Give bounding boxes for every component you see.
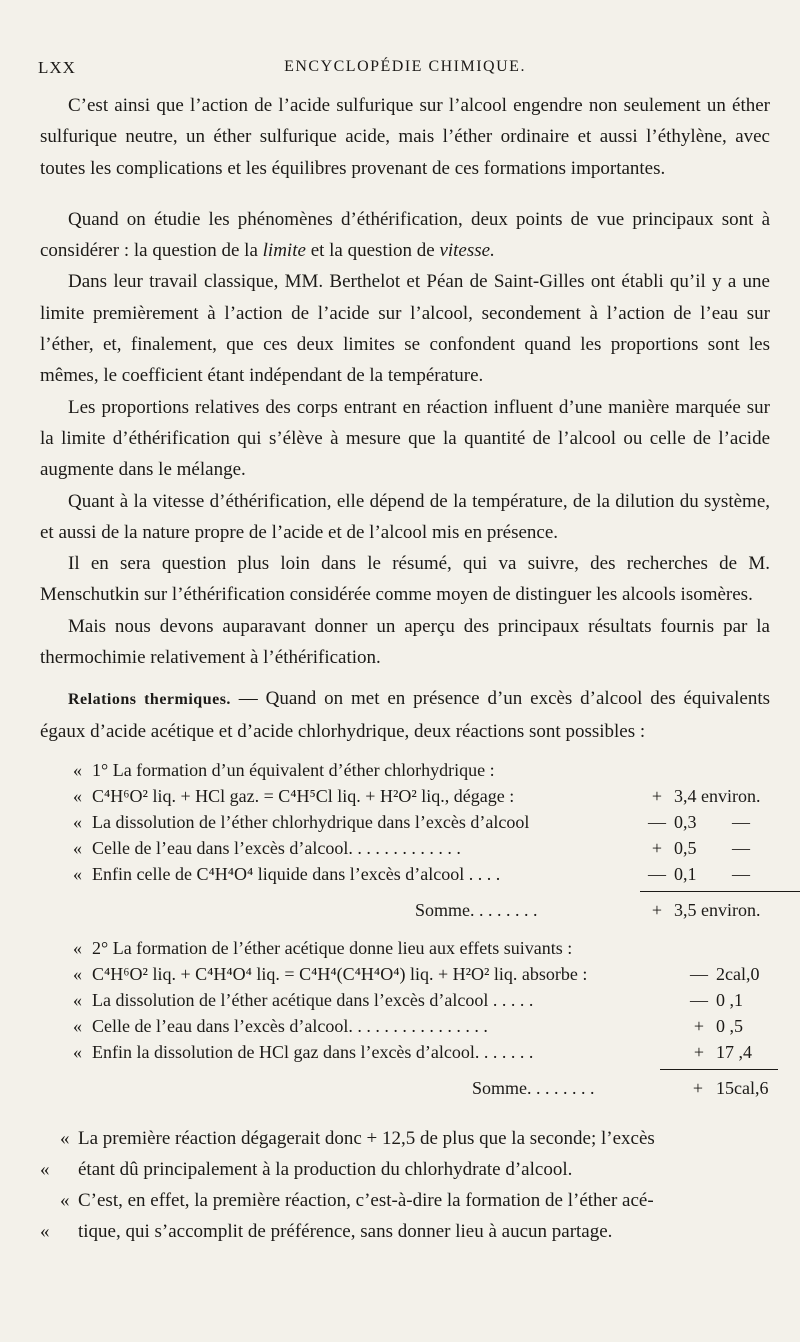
reaction-1-row-dash: — xyxy=(732,863,750,884)
reaction-2-row-text: Celle de l’eau dans l’excès d’alcool. . . . . . . . . . . . . . . . xyxy=(92,1015,488,1036)
reaction-2-title: « 2° La formation de l’éther acétique donne lieu aux effets suivants : xyxy=(73,937,573,958)
reaction-2-row-sign: — xyxy=(690,963,708,984)
reaction-2-row-text: Enfin la dissolution de HCl gaz dans l’excès d’alcool. . . . . . . xyxy=(92,1041,534,1062)
paragraph-5: Quant à la vitesse d’éthérification, elle dépend de la température, de la dilution du système, et aussi de la nature propre de l’acide et de l’alcool mis en présence. xyxy=(40,490,770,543)
reaction-1-row: « Celle de l’eau dans l’excès d’alcool. . . . . . . . . . . . . + 0,5 — xyxy=(40,835,770,861)
reaction-1-row: « C⁴H⁶O² liq. + HCl gaz. = C⁴H⁵Cl liq. + H²O² liq., dégage : + 3,4 environ. xyxy=(40,783,770,809)
paragraph-1: C’est ainsi que l’action de l’acide sulfurique sur l’alcool engendre non seulement un éther sulfurique neutre, un éther sulfurique acide, mais l’éther ordinaire et aussi l’éthylène, avec toutes les complications et les équilibres provenant de ces formations importantes. xyxy=(40,95,770,179)
reaction-1-row-text: La dissolution de l’éther chlorhydrique dans l’excès d’alcool xyxy=(92,811,530,832)
reaction-2-row-sign: + xyxy=(693,1015,705,1036)
reaction-1-row-value: 0,3 xyxy=(674,811,697,832)
paragraph-4: Les proportions relatives des corps entrant en réaction influent d’une manière marquée sur la limite d’éthérification qui s’élève à mesure que la quantité de l’alcool ou celle de l’acide augmente dans le mélange. xyxy=(40,396,770,481)
reaction-2-row-value: 0 ,5 xyxy=(716,1015,743,1036)
reaction-1-row-sign: + xyxy=(651,837,663,858)
reaction-1-row-sign: + xyxy=(651,785,663,806)
conclusion-1: « La première réaction dégagerait donc + 12,5 de plus que la seconde; l’excès « étant dû principalement à la production du chlorhydrate d’alcool. xyxy=(40,1127,655,1180)
limite-term: limite xyxy=(262,240,306,262)
reaction-1-row-value: 0,5 xyxy=(674,837,697,858)
reaction-1-block xyxy=(40,757,770,925)
reaction-1-sum: Somme. . . . . . . . + 3,5 environ. xyxy=(415,899,761,920)
reaction-2-row-sign: + xyxy=(693,1041,705,1062)
reaction-2-row: « La dissolution de l’éther acétique dans l’excès d’alcool . . . . . — 0 ,1 xyxy=(40,987,770,1013)
reaction-2-block xyxy=(40,935,770,1103)
reaction-1-title: « 1° La formation d’un équivalent d’éther chlorhydrique : xyxy=(73,759,495,780)
reaction-1-row-sign: — xyxy=(648,863,666,884)
conclusion-2: « C’est, en effet, la première réaction, c’est-à-dire la formation de l’éther acé- « tique, qui s’accomplit de préférence, sans donner lieu à aucun partage. xyxy=(40,1189,654,1242)
reaction-1-row-text: Celle de l’eau dans l’excès d’alcool. . . . . . . . . . . . . xyxy=(92,837,461,858)
paragraph-8: Relations thermiques. — Quand on met en présence d’un excès d’alcool des équivalents égaux d’acide acétique et d’acide chlorhydrique, deux réactions sont possibles : xyxy=(40,688,770,742)
section-heading: Relations thermiques. xyxy=(68,691,231,709)
page-number: LXX xyxy=(38,58,76,77)
reaction-1-row-text: Enfin celle de C⁴H⁴O⁴ liquide dans l’excès d’alcool . . . . xyxy=(92,863,501,884)
reaction-1-row-text: C⁴H⁶O² liq. + HCl gaz. = C⁴H⁵Cl liq. + H²O² liq., dégage : xyxy=(92,785,515,806)
reaction-1-row-value: 3,4 environ. xyxy=(674,785,761,806)
vitesse-term: vitesse. xyxy=(439,240,495,262)
reaction-2-row-sign: — xyxy=(690,989,708,1010)
sum-rule-1 xyxy=(640,891,800,892)
reaction-2-row-text: C⁴H⁶O² liq. + C⁴H⁴O⁴ liq. = C⁴H⁴(C⁴H⁴O⁴) liq. + H²O² liq. absorbe : xyxy=(92,963,588,984)
reaction-2-row-value: 0 ,1 xyxy=(716,989,743,1010)
reaction-2-row: « Enfin la dissolution de HCl gaz dans l’excès d’alcool. . . . . . . + 17 ,4 xyxy=(40,1039,770,1065)
reaction-1-row: « La dissolution de l’éther chlorhydrique dans l’excès d’alcool — 0,3 — xyxy=(40,809,770,835)
reaction-2-row-value: 17 ,4 xyxy=(716,1041,752,1062)
paragraph-3: Dans leur travail classique, MM. Berthelot et Péan de Saint-Gilles ont établi qu’il y a une limite premièrement à l’action de l’acide sur l’alcool, secondement à l’action de l’eau sur l’éther, et, finalement, que ces deux limites se confondent quand les proportions sont les mêmes, le coefficient étant indépendant de la température. xyxy=(40,271,770,387)
reaction-1-row-value: 0,1 xyxy=(674,863,697,884)
reaction-2-row: « C⁴H⁶O² liq. + C⁴H⁴O⁴ liq. = C⁴H⁴(C⁴H⁴O⁴) liq. + H²O² liq. absorbe : — 2cal,0 xyxy=(40,961,770,987)
reaction-2-row: « Celle de l’eau dans l’excès d’alcool. . . . . . . . . . . . . . . . + 0 ,5 xyxy=(40,1013,770,1039)
reaction-1-row-dash: — xyxy=(732,811,750,832)
page-header xyxy=(38,58,772,82)
reaction-2-sum: Somme. . . . . . . . + 15cal,6 xyxy=(472,1077,769,1098)
paragraph-6: Il en sera question plus loin dans le résumé, qui va suivre, des recherches de M. Menschutkin sur l’éthérification considérée comme moyen de distinguer les alcools isomères. xyxy=(40,553,770,606)
paragraph-7: Mais nous devons auparavant donner un aperçu des principaux résultats fournis par la thermochimie relativement à l’éthérification. xyxy=(40,615,770,669)
reaction-2-row-value: 2cal,0 xyxy=(716,963,760,984)
main-text xyxy=(40,90,770,1247)
reaction-1-row-dash: — xyxy=(732,837,750,858)
running-title: ENCYCLOPÉDIE CHIMIQUE. xyxy=(284,58,526,75)
sum-rule-2 xyxy=(660,1069,778,1070)
reaction-2-row-text: La dissolution de l’éther acétique dans l’excès d’alcool . . . . . xyxy=(92,989,534,1010)
paragraph-2: Quand on étudie les phénomènes d’éthérification, deux points de vue principaux sont à considérer : la question de la limite et la question de vitesse. xyxy=(40,208,770,262)
reaction-1-row-sign: — xyxy=(648,811,666,832)
reaction-1-row: « Enfin celle de C⁴H⁴O⁴ liquide dans l’excès d’alcool . . . . — 0,1 — xyxy=(40,861,770,887)
